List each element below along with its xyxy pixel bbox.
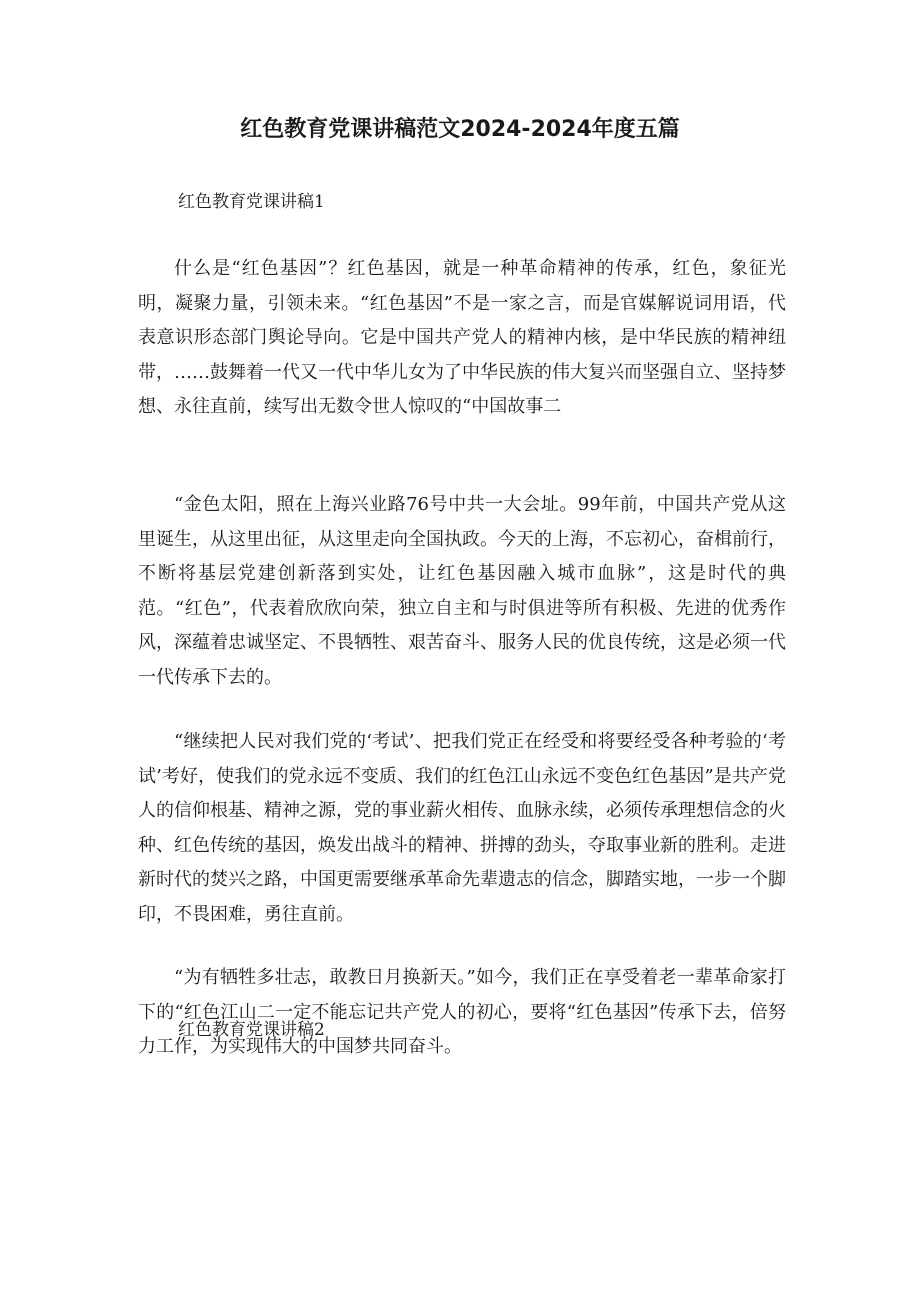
paragraph-3: “继续把人民对我们党的‘考试’、把我们党正在经受和将要经受各种考验的‘考试’考好，使我们的党永远不变质、我们的红色江山永远不变色红色基因”是共产党人的信仰根基、精神之源，党的事业薪火相传、血脉永续，必须传承理想信念的火种、红色传统的基因，焕发出战斗的精神、拼搏的劲头，夺取事业新的胜利。走进新时代的焚兴之路，中国更需要继承革命先辈遗志的信念，脚踏实地，一步一个脚印，不畏困难，勇往直前。 [138,731,786,925]
paragraph-1: 什么是“红色基因”？红色基因，就是一种革命精神的传承，红色，象征光明，凝聚力量，引领未来。“红色基因”不是一家之言，而是官媒解说词用语，代表意识形态部门舆论导向。它是中国共产党人的精神内核，是中华民族的精神纽带，……鼓舞着一代又一代中华儿女为了中华民族的伟大复兴而坚强自立、坚持梦想、永往直前，续写出无数令世人惊叹的“中国故事二 [138,258,786,417]
paragraph-4: “为有牺牲多壮志，敢教日月换新天。”如今，我们正在享受着老一辈革命家打下的“红色江山二一定不能忘记共产党人的初心，要将“红色基因”传承下去，倍努力工作，为实现伟大的中国梦共同奋斗。 [138,967,786,1057]
paragraph-2: “金色太阳，照在上海兴业路76号中共一大会址。99年前，中国共产党从这里诞生，从这里出征，从这里走向全国执政。今天的上海，不忘初心，奋楫前行，不断将基层党建创新落到实处，让红色基因融入城市血脉”，这是时代的典范。“红色”，代表着欣欣向荣，独立自主和与时俱进等所有积极、先进的优秀作风，深蕴着忠诚坚定、不畏牺牲、艰苦奋斗、服务人民的优良传统，这是必须一代一代传承下去的。 [138,494,786,688]
document-title: 红色教育党课讲稿范文2024-2024年度五篇 [240,117,680,142]
section-heading-1: 红色教育党课讲稿1 [178,192,325,212]
section-heading-2: 红色教育党课讲稿2 [178,1020,325,1040]
